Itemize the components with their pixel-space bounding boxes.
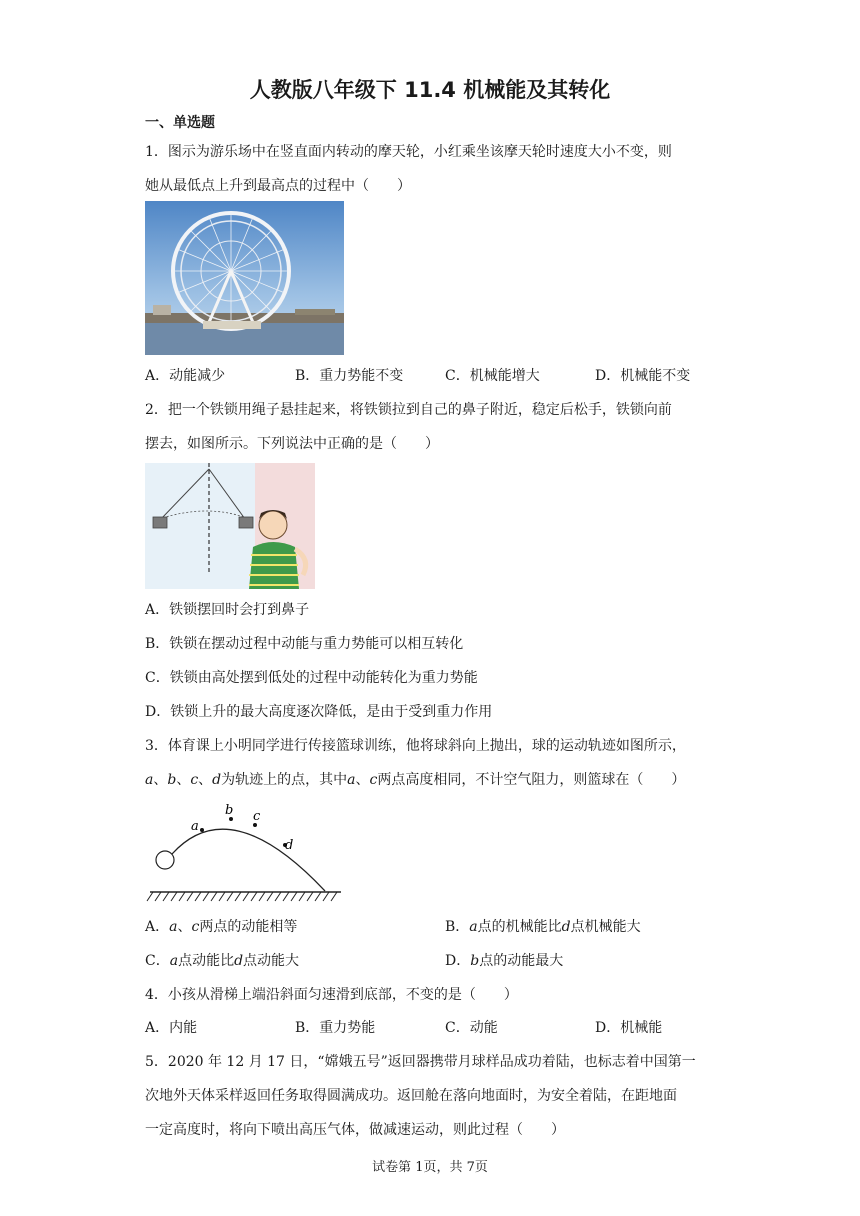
q3-option-b[interactable]: [445, 917, 641, 937]
q3-var-a: a: [145, 772, 154, 788]
page-title: 人教版八年级下 11.4 机械能及其转化: [249, 78, 611, 102]
q3-stem-text2: 两点高度相同，不计空气阻力，则篮球在（ ）: [377, 772, 686, 788]
q3-c-var-a: a: [169, 953, 179, 969]
q3-var-c2: c: [369, 772, 378, 788]
fig-label-b: b: [225, 803, 234, 818]
q5-stem-line1: 5．2020 年 12 月 17 日，“嫦娥五号”返回器携带月球样品成功着陆，也标志着中国第一: [145, 1054, 696, 1070]
ferris-wheel-photo: [145, 201, 344, 355]
q5-stem-line2: 次地外天体采样返回任务取得圆满成功。返回舱在落向地面时，为安全着陆，在距地面: [145, 1088, 677, 1104]
q4-option-b[interactable]: B．重力势能: [295, 1020, 376, 1036]
q3-a-prefix: A．: [145, 919, 170, 935]
q2-stem-line2: 摆去，如图所示。下列说法中正确的是（ ）: [145, 436, 439, 452]
fig-label-d: d: [285, 838, 294, 853]
q3-option-d[interactable]: [445, 951, 563, 971]
q3-sep3: 、: [198, 772, 213, 788]
q3-a-var-a: a: [169, 919, 178, 935]
q3-sep1: 、: [153, 772, 168, 788]
q1-option-b[interactable]: B．重力势能不变: [295, 368, 404, 384]
q3-var-c: c: [190, 772, 199, 788]
q3-d-text: 点的动能最大: [479, 953, 564, 969]
q3-b-text: 点机械能大: [570, 919, 641, 935]
q3-a-text: 两点的动能相等: [199, 919, 298, 935]
q3-option-c[interactable]: [145, 951, 299, 971]
q3-c-var-d: d: [234, 953, 244, 969]
q1-stem-line1: 1．图示为游乐场中在竖直面内转动的摩天轮，小红乘坐该摩天轮时速度大小不变，则: [145, 144, 672, 160]
q3-d-prefix: D．: [445, 953, 471, 969]
q4-option-d[interactable]: D．机械能: [595, 1020, 663, 1036]
q3-b-mid: 点的机械能比: [477, 919, 562, 935]
q3-sep2: 、: [176, 772, 191, 788]
q3-var-d: d: [212, 772, 222, 788]
q3-stem-line2: [145, 770, 685, 790]
q5-stem-line3: 一定高度时，将向下喷出高压气体，做减速运动，则此过程（ ）: [145, 1122, 565, 1138]
q3-d-var-b: b: [470, 953, 480, 969]
q3-c-prefix: C．: [145, 953, 170, 969]
q2-option-b[interactable]: B．铁锁在摆动过程中动能与重力势能可以相互转化: [145, 636, 464, 652]
q3-b-prefix: B．: [445, 919, 470, 935]
pendulum-illustration: [145, 463, 315, 589]
q2-stem-line1: 2．把一个铁锁用绳子悬挂起来，将铁锁拉到自己的鼻子附近，稳定后松手，铁锁向前: [145, 402, 672, 418]
q2-option-d[interactable]: D．铁锁上升的最大高度逐次降低，是由于受到重力作用: [145, 704, 493, 720]
q3-c-text: 点动能大: [243, 953, 300, 969]
q2-option-a[interactable]: A．铁锁摆回时会打到鼻子: [145, 602, 310, 618]
q2-option-c[interactable]: C．铁锁由高处摆到低处的过程中动能转化为重力势能: [145, 670, 478, 686]
q3-option-a[interactable]: [145, 917, 297, 937]
q3-a-var-c: c: [191, 919, 200, 935]
q3-a-sep: 、: [177, 919, 192, 935]
q3-var-b: b: [167, 772, 177, 788]
q3-b-var-a: a: [469, 919, 478, 935]
q1-option-c[interactable]: C．机械能增大: [445, 368, 540, 384]
q3-sep4: 、: [355, 772, 370, 788]
fig-label-c: c: [253, 809, 261, 824]
q4-stem-line1: 4．小孩从滑梯上端沿斜面匀速滑到底部，不变的是（ ）: [145, 987, 518, 1003]
page-footer: 试卷第 1页，共 7页: [372, 1160, 488, 1175]
basketball-trajectory-diagram: [145, 800, 345, 905]
q3-c-mid: 点动能比: [178, 953, 235, 969]
fig-label-a: a: [191, 819, 199, 834]
q3-var-a2: a: [347, 772, 356, 788]
q3-stem-text1: 为轨迹上的点，其中: [221, 772, 348, 788]
q4-option-c[interactable]: C．动能: [445, 1020, 498, 1036]
q4-option-a[interactable]: A．内能: [145, 1020, 198, 1036]
q3-b-var-d: d: [561, 919, 571, 935]
q1-option-d[interactable]: D．机械能不变: [595, 368, 691, 384]
q3-stem-line1: 3．体育课上小明同学进行传接篮球训练，他将球斜向上抛出，球的运动轨迹如图所示，: [145, 738, 686, 754]
section-heading: 一、单选题: [145, 115, 215, 131]
q1-option-a[interactable]: A．动能减少: [145, 368, 226, 384]
q1-stem-line2: 她从最低点上升到最高点的过程中（ ）: [145, 178, 411, 194]
